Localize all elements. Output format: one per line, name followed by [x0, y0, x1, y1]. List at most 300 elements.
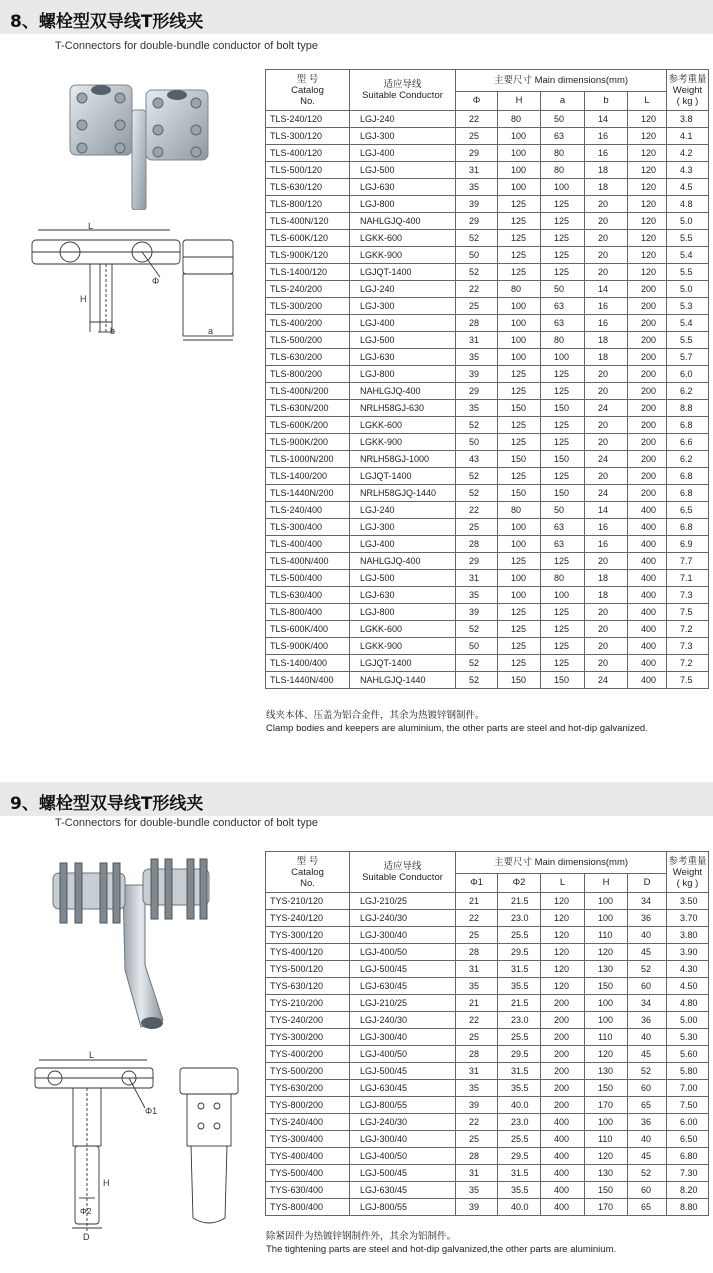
value-cell: 400	[628, 621, 667, 638]
value-cell: 125	[498, 366, 541, 383]
value-cell: 22	[456, 1012, 498, 1029]
catalog-no-cell: TYS-300/400	[266, 1131, 350, 1148]
value-cell: 120	[541, 978, 585, 995]
value-cell: 150	[498, 451, 541, 468]
value-cell: 80	[541, 145, 585, 162]
value-cell: 200	[628, 485, 667, 502]
value-cell: 100	[498, 128, 541, 145]
value-cell: 100	[498, 536, 541, 553]
value-cell: 125	[541, 434, 585, 451]
value-cell: 31.5	[498, 961, 541, 978]
conductor-cell: LGJ-630/45	[350, 1080, 456, 1097]
value-cell: 35.5	[498, 1080, 541, 1097]
catalog-no-cell: TLS-800/120	[266, 196, 350, 213]
value-cell: 100	[498, 298, 541, 315]
value-cell: 125	[498, 247, 541, 264]
value-cell: 125	[498, 621, 541, 638]
value-cell: 52	[628, 961, 667, 978]
value-cell: 52	[456, 468, 498, 485]
table-row	[266, 417, 709, 434]
value-cell: 29	[456, 213, 498, 230]
conductor-cell: LGJ-400	[350, 145, 456, 162]
value-cell: 400	[628, 519, 667, 536]
value-cell: 21	[456, 893, 498, 910]
value-cell: 22	[456, 910, 498, 927]
table-row	[266, 281, 709, 298]
value-cell: 50	[541, 502, 585, 519]
value-cell: 200	[628, 383, 667, 400]
value-cell: 400	[541, 1148, 585, 1165]
section-9-subtitle: T-Connectors for double-bundle conductor of bolt type	[55, 817, 318, 829]
value-cell: 125	[498, 196, 541, 213]
value-cell: 3.50	[667, 893, 709, 910]
table-row	[266, 604, 709, 621]
value-cell: 21	[456, 995, 498, 1012]
value-cell: 52	[456, 485, 498, 502]
section-8-note	[266, 709, 648, 735]
value-cell: 39	[456, 196, 498, 213]
value-cell: 31	[456, 1165, 498, 1182]
value-cell: 63	[541, 128, 585, 145]
catalog-no-cell: TLS-800/200	[266, 366, 350, 383]
conductor-cell: NRLH58GJQ-1440	[350, 485, 456, 502]
conductor-cell: LGJ-630/45	[350, 978, 456, 995]
value-cell: 110	[585, 927, 628, 944]
catalog-no-cell: TLS-630/200	[266, 349, 350, 366]
table-row	[266, 128, 709, 145]
value-cell: 45	[628, 944, 667, 961]
value-cell: 40.0	[498, 1097, 541, 1114]
value-cell: 150	[498, 485, 541, 502]
value-cell: 63	[541, 298, 585, 315]
value-cell: 150	[585, 1080, 628, 1097]
catalog-no-cell: TYS-240/120	[266, 910, 350, 927]
conductor-cell: LGJ-500	[350, 332, 456, 349]
value-cell: 50	[541, 281, 585, 298]
value-cell: 18	[585, 587, 628, 604]
value-cell: 28	[456, 1046, 498, 1063]
catalog-no-cell: TYS-300/200	[266, 1029, 350, 1046]
value-cell: 35.5	[498, 978, 541, 995]
value-cell: 16	[585, 519, 628, 536]
value-cell: 80	[541, 570, 585, 587]
value-cell: 400	[541, 1199, 585, 1216]
value-cell: 7.3	[667, 638, 709, 655]
value-cell: 110	[585, 1029, 628, 1046]
value-cell: 5.5	[667, 332, 709, 349]
t-connector-compression-drawing	[25, 1048, 250, 1243]
dim-L-label-9: L	[89, 1050, 95, 1060]
catalog-no-cell: TLS-400/400	[266, 536, 350, 553]
table-row	[266, 468, 709, 485]
conductor-cell: LGJ-300/40	[350, 1131, 456, 1148]
table-row	[266, 570, 709, 587]
value-cell: 5.4	[667, 315, 709, 332]
conductor-cell: LGJ-240/30	[350, 1012, 456, 1029]
table-row	[266, 111, 709, 128]
value-cell: 170	[585, 1097, 628, 1114]
value-cell: 5.4	[667, 247, 709, 264]
conductor-cell: LGJ-210/25	[350, 893, 456, 910]
table-row	[266, 961, 709, 978]
conductor-cell: LGKK-600	[350, 621, 456, 638]
value-cell: 100	[498, 315, 541, 332]
value-cell: 39	[456, 1199, 498, 1216]
value-cell: 65	[628, 1097, 667, 1114]
value-cell: 200	[628, 349, 667, 366]
value-cell: 400	[628, 502, 667, 519]
value-cell: 170	[585, 1199, 628, 1216]
value-cell: 28	[456, 315, 498, 332]
value-cell: 20	[585, 434, 628, 451]
value-cell: 100	[541, 349, 585, 366]
value-cell: 36	[628, 910, 667, 927]
value-cell: 6.2	[667, 451, 709, 468]
table-row	[266, 1182, 709, 1199]
value-cell: 400	[541, 1165, 585, 1182]
catalog-no-cell: TLS-900K/400	[266, 638, 350, 655]
value-cell: 120	[541, 893, 585, 910]
value-cell: 150	[585, 1182, 628, 1199]
value-cell: 29	[456, 383, 498, 400]
dim-H-label-9: H	[103, 1178, 110, 1188]
value-cell: 125	[541, 247, 585, 264]
value-cell: 130	[585, 1165, 628, 1182]
value-cell: 125	[498, 230, 541, 247]
value-cell: 28	[456, 944, 498, 961]
value-cell: 400	[628, 672, 667, 689]
conductor-cell: NAHLGJQ-1440	[350, 672, 456, 689]
value-cell: 120	[628, 196, 667, 213]
table-row	[266, 1148, 709, 1165]
value-cell: 150	[498, 400, 541, 417]
value-cell: 8.8	[667, 400, 709, 417]
table-row	[266, 349, 709, 366]
conductor-cell: LGJ-240	[350, 281, 456, 298]
value-cell: 23.0	[498, 1012, 541, 1029]
value-cell: 125	[541, 383, 585, 400]
value-cell: 5.00	[667, 1012, 709, 1029]
catalog-no-cell: TLS-1440N/400	[266, 672, 350, 689]
value-cell: 7.2	[667, 655, 709, 672]
value-cell: 3.90	[667, 944, 709, 961]
table-row	[266, 230, 709, 247]
header-dim-1: Φ2	[498, 873, 541, 892]
conductor-cell: LGJ-800	[350, 366, 456, 383]
value-cell: 125	[498, 383, 541, 400]
value-cell: 23.0	[498, 1114, 541, 1131]
catalog-no-cell: TLS-630/120	[266, 179, 350, 196]
value-cell: 125	[541, 366, 585, 383]
conductor-cell: LGJ-500	[350, 162, 456, 179]
value-cell: 20	[585, 621, 628, 638]
header-main-dimensions-9: 主要尺寸 Main dimensions(mm)	[456, 852, 667, 874]
value-cell: 4.5	[667, 179, 709, 196]
value-cell: 39	[456, 366, 498, 383]
table-row	[266, 672, 709, 689]
catalog-no-cell: TYS-630/120	[266, 978, 350, 995]
catalog-no-cell: TLS-240/200	[266, 281, 350, 298]
value-cell: 7.5	[667, 672, 709, 689]
conductor-cell: LGJ-800	[350, 604, 456, 621]
value-cell: 120	[628, 111, 667, 128]
t-connector-dimension-drawing	[20, 222, 255, 347]
conductor-cell: LGJ-630	[350, 349, 456, 366]
value-cell: 125	[541, 604, 585, 621]
table-row	[266, 502, 709, 519]
value-cell: 20	[585, 247, 628, 264]
catalog-no-cell: TLS-500/200	[266, 332, 350, 349]
value-cell: 150	[541, 400, 585, 417]
catalog-no-cell: TYS-500/120	[266, 961, 350, 978]
value-cell: 120	[628, 179, 667, 196]
value-cell: 125	[498, 604, 541, 621]
dim-L-label: L	[88, 222, 94, 231]
value-cell: 40	[628, 1131, 667, 1148]
catalog-no-cell: TLS-1400/400	[266, 655, 350, 672]
value-cell: 5.3	[667, 298, 709, 315]
table-row	[266, 519, 709, 536]
catalog-no-cell: TYS-400/400	[266, 1148, 350, 1165]
value-cell: 23.0	[498, 910, 541, 927]
table-row	[266, 145, 709, 162]
value-cell: 400	[541, 1114, 585, 1131]
conductor-cell: LGJ-800	[350, 196, 456, 213]
value-cell: 52	[456, 230, 498, 247]
value-cell: 34	[628, 893, 667, 910]
value-cell: 20	[585, 366, 628, 383]
value-cell: 5.5	[667, 264, 709, 281]
value-cell: 80	[541, 332, 585, 349]
catalog-no-cell: TLS-400N/120	[266, 213, 350, 230]
value-cell: 50	[541, 111, 585, 128]
value-cell: 52	[628, 1165, 667, 1182]
value-cell: 120	[541, 910, 585, 927]
t-connector-compression-photo	[45, 855, 215, 1035]
conductor-cell: LGJ-630	[350, 179, 456, 196]
header-dim-4: L	[628, 91, 667, 110]
table-row	[266, 1199, 709, 1216]
value-cell: 6.0	[667, 366, 709, 383]
table-row	[266, 978, 709, 995]
section-8-note-en: Clamp bodies and keepers are aluminium, the other parts are steel and hot-dip galvanized.	[266, 723, 648, 734]
table-row	[266, 332, 709, 349]
value-cell: 100	[498, 519, 541, 536]
value-cell: 100	[498, 332, 541, 349]
value-cell: 400	[628, 604, 667, 621]
header-suitable-conductor: 适应导线 Suitable Conductor	[350, 70, 456, 111]
dim-phi1-label: Φ1	[145, 1106, 158, 1116]
header-suitable-conductor-9: 适应导线 Suitable Conductor	[350, 852, 456, 893]
value-cell: 100	[585, 1012, 628, 1029]
conductor-cell: LGJ-500/45	[350, 1165, 456, 1182]
value-cell: 31.5	[498, 1063, 541, 1080]
table-row	[266, 196, 709, 213]
value-cell: 35	[456, 1182, 498, 1199]
value-cell: 52	[456, 621, 498, 638]
header-dim-3: H	[585, 873, 628, 892]
table-row	[266, 298, 709, 315]
conductor-cell: LGJ-300	[350, 519, 456, 536]
conductor-cell: LGJ-300/40	[350, 1029, 456, 1046]
value-cell: 5.30	[667, 1029, 709, 1046]
value-cell: 20	[585, 604, 628, 621]
conductor-cell: LGJ-300/40	[350, 927, 456, 944]
value-cell: 16	[585, 145, 628, 162]
value-cell: 35	[456, 1080, 498, 1097]
value-cell: 60	[628, 1182, 667, 1199]
value-cell: 60	[628, 978, 667, 995]
t-connector-photo	[60, 70, 220, 210]
value-cell: 125	[541, 468, 585, 485]
value-cell: 200	[628, 332, 667, 349]
value-cell: 125	[541, 213, 585, 230]
conductor-cell: LGKK-600	[350, 417, 456, 434]
value-cell: 18	[585, 332, 628, 349]
value-cell: 80	[498, 281, 541, 298]
value-cell: 6.80	[667, 1148, 709, 1165]
catalog-no-cell: TLS-800/400	[266, 604, 350, 621]
value-cell: 14	[585, 502, 628, 519]
value-cell: 6.8	[667, 468, 709, 485]
table-row	[266, 451, 709, 468]
table-row	[266, 366, 709, 383]
value-cell: 45	[628, 1046, 667, 1063]
value-cell: 20	[585, 230, 628, 247]
value-cell: 100	[498, 570, 541, 587]
value-cell: 100	[541, 587, 585, 604]
value-cell: 4.8	[667, 196, 709, 213]
value-cell: 400	[628, 638, 667, 655]
value-cell: 200	[628, 451, 667, 468]
value-cell: 16	[585, 315, 628, 332]
value-cell: 20	[585, 655, 628, 672]
value-cell: 200	[628, 315, 667, 332]
conductor-cell: LGJ-630	[350, 587, 456, 604]
value-cell: 100	[498, 179, 541, 196]
value-cell: 18	[585, 349, 628, 366]
catalog-no-cell: TYS-800/200	[266, 1097, 350, 1114]
table-row	[266, 1131, 709, 1148]
value-cell: 16	[585, 298, 628, 315]
value-cell: 120	[541, 961, 585, 978]
value-cell: 400	[628, 553, 667, 570]
value-cell: 120	[585, 944, 628, 961]
value-cell: 34	[628, 995, 667, 1012]
section-9-note-en: The tightening parts are steel and hot-dip galvanized,the other parts are aluminium.	[266, 1244, 617, 1255]
value-cell: 200	[541, 1097, 585, 1114]
value-cell: 6.8	[667, 485, 709, 502]
value-cell: 7.2	[667, 621, 709, 638]
value-cell: 100	[498, 162, 541, 179]
value-cell: 125	[498, 655, 541, 672]
value-cell: 25	[456, 128, 498, 145]
value-cell: 35.5	[498, 1182, 541, 1199]
table-row	[266, 162, 709, 179]
table-row	[266, 1080, 709, 1097]
value-cell: 4.80	[667, 995, 709, 1012]
conductor-cell: LGJ-400	[350, 315, 456, 332]
value-cell: 120	[628, 162, 667, 179]
catalog-no-cell: TLS-600K/120	[266, 230, 350, 247]
value-cell: 120	[628, 128, 667, 145]
value-cell: 100	[585, 1114, 628, 1131]
value-cell: 200	[628, 281, 667, 298]
table-row	[266, 1046, 709, 1063]
catalog-no-cell: TLS-500/400	[266, 570, 350, 587]
value-cell: 25.5	[498, 927, 541, 944]
catalog-no-cell: TLS-500/120	[266, 162, 350, 179]
header-dim-1: H	[498, 91, 541, 110]
value-cell: 4.50	[667, 978, 709, 995]
table-row	[266, 1097, 709, 1114]
header-dim-0: Φ	[456, 91, 498, 110]
conductor-cell: LGJ-630/45	[350, 1182, 456, 1199]
value-cell: 20	[585, 553, 628, 570]
conductor-cell: LGKK-900	[350, 434, 456, 451]
value-cell: 29	[456, 145, 498, 162]
value-cell: 120	[541, 944, 585, 961]
value-cell: 3.8	[667, 111, 709, 128]
conductor-cell: LGJQT-1400	[350, 655, 456, 672]
conductor-cell: LGJQT-1400	[350, 468, 456, 485]
value-cell: 200	[541, 1046, 585, 1063]
dim-phi-label: Φ	[152, 276, 160, 286]
value-cell: 6.8	[667, 417, 709, 434]
catalog-no-cell: TYS-300/120	[266, 927, 350, 944]
value-cell: 28	[456, 1148, 498, 1165]
value-cell: 400	[541, 1182, 585, 1199]
value-cell: 4.30	[667, 961, 709, 978]
table-row	[266, 179, 709, 196]
value-cell: 125	[541, 196, 585, 213]
value-cell: 4.1	[667, 128, 709, 145]
header-catalog-no-9: 型 号 Catalog No.	[266, 852, 350, 893]
value-cell: 200	[541, 995, 585, 1012]
conductor-cell: LGJ-240	[350, 111, 456, 128]
value-cell: 200	[628, 417, 667, 434]
table-row	[266, 638, 709, 655]
value-cell: 25	[456, 519, 498, 536]
value-cell: 150	[541, 451, 585, 468]
section-9-title: 9、螺栓型双导线T形线夹	[10, 794, 204, 814]
value-cell: 125	[541, 638, 585, 655]
value-cell: 35	[456, 179, 498, 196]
catalog-no-cell: TLS-300/200	[266, 298, 350, 315]
table-row	[266, 485, 709, 502]
catalog-no-cell: TYS-630/400	[266, 1182, 350, 1199]
table-row	[266, 383, 709, 400]
catalog-no-cell: TLS-400N/400	[266, 553, 350, 570]
header-catalog-no: 型 号 Catalog No.	[266, 70, 350, 111]
value-cell: 100	[498, 349, 541, 366]
value-cell: 63	[541, 536, 585, 553]
header-dim-3: b	[585, 91, 628, 110]
value-cell: 21.5	[498, 893, 541, 910]
conductor-cell: LGJ-400/50	[350, 1046, 456, 1063]
value-cell: 5.7	[667, 349, 709, 366]
value-cell: 29	[456, 553, 498, 570]
value-cell: 40.0	[498, 1199, 541, 1216]
value-cell: 20	[585, 264, 628, 281]
value-cell: 150	[585, 978, 628, 995]
catalog-no-cell: TYS-800/400	[266, 1199, 350, 1216]
table-row	[266, 315, 709, 332]
value-cell: 125	[498, 553, 541, 570]
conductor-cell: LGJ-500	[350, 570, 456, 587]
value-cell: 22	[456, 281, 498, 298]
value-cell: 60	[628, 1080, 667, 1097]
